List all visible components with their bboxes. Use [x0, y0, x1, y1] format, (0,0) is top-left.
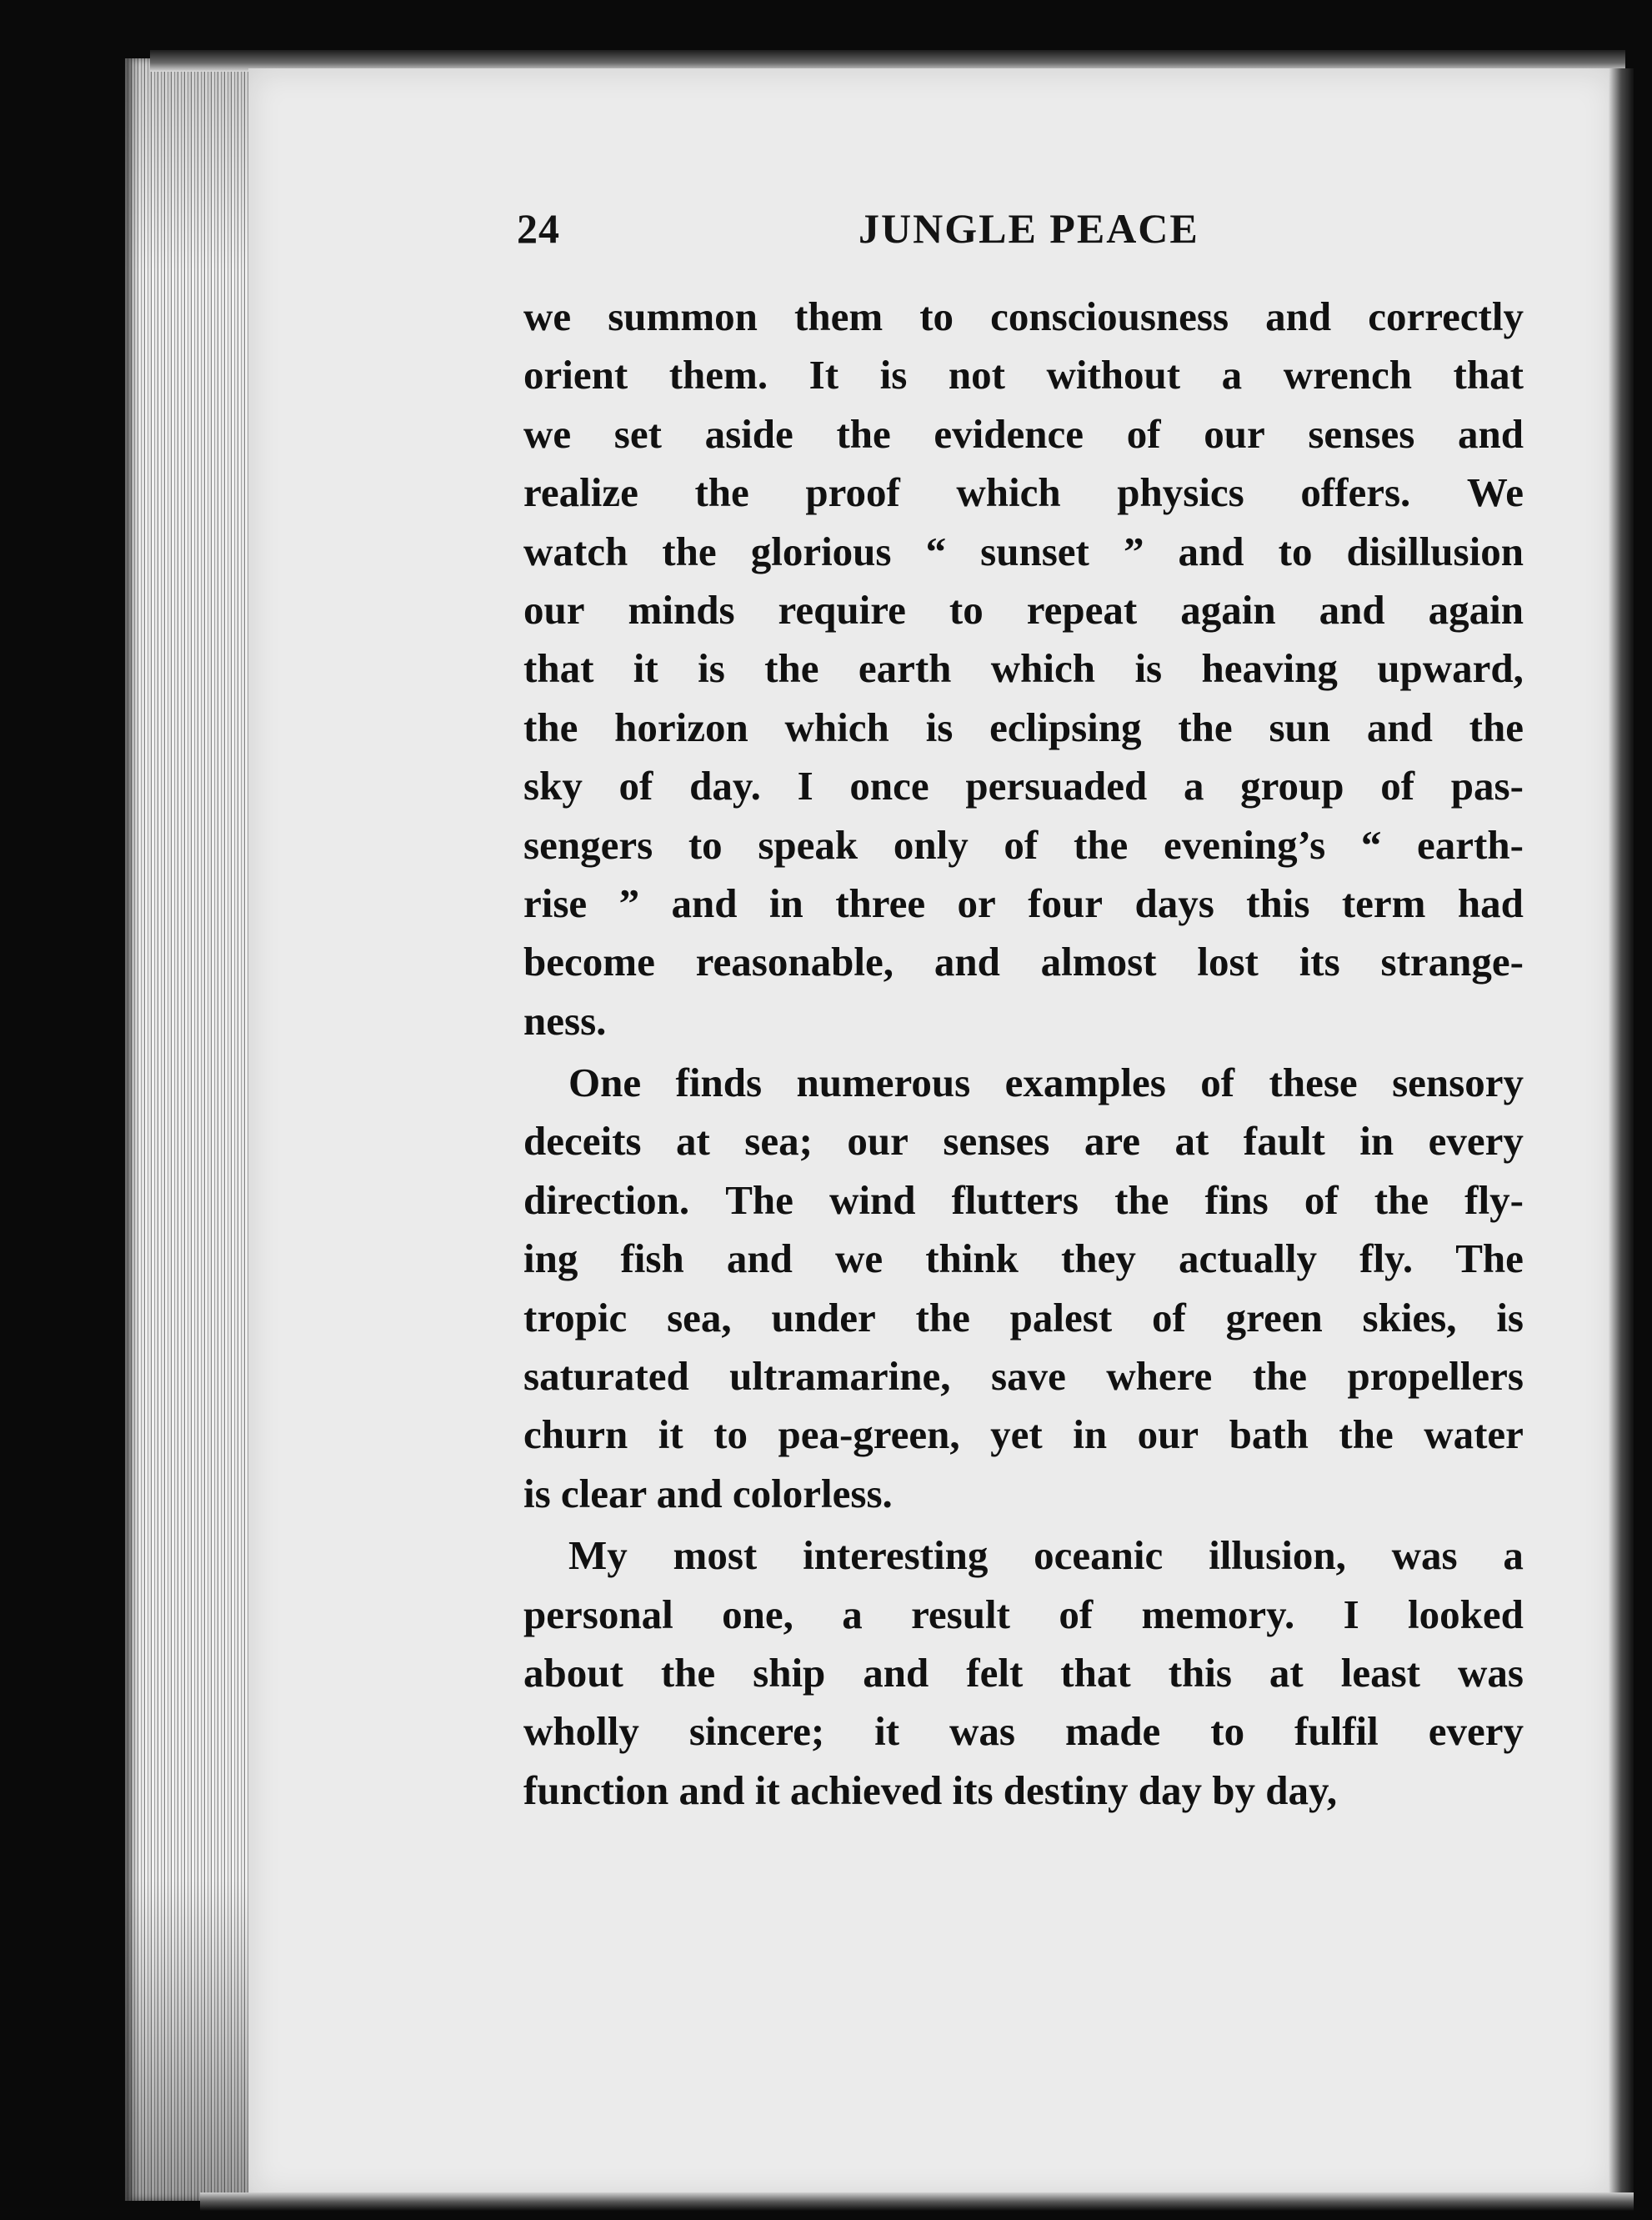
paragraph — [523, 288, 1524, 1050]
text-line: personal one, a result of memory. I looked — [523, 1591, 1524, 1637]
text-line: watch the glorious “ sunset ” and to disillusion — [523, 528, 1524, 574]
text-line: that it is the earth which is heaving upward, — [523, 645, 1524, 692]
text-line: our minds require to repeat again and again — [523, 586, 1524, 633]
text-line: saturated ultramarine, save where the propellers — [523, 1353, 1524, 1400]
text-line: wholly sincere; it was made to fulfil every — [523, 1708, 1524, 1755]
text-line: rise ” and in three or four days this term had — [523, 879, 1524, 926]
running-title: JUNGLE PEACE — [859, 205, 1199, 252]
text-line: become reasonable, and almost lost its strange- — [523, 939, 1524, 985]
text-line: My most interesting oceanic illusion, was a — [568, 1532, 1524, 1579]
page-number: 24 — [517, 205, 560, 252]
paragraph — [523, 1054, 1524, 1523]
text-line: ness. — [523, 997, 607, 1044]
text-line: sengers to speak only of the evening’s “ earth- — [523, 821, 1524, 868]
page-right-edge — [1609, 68, 1634, 2198]
text-line: One finds numerous examples of these sensory — [568, 1060, 1524, 1106]
text-line: direction. The wind flutters the fins of the fly- — [523, 1176, 1524, 1223]
text-line: the horizon which is eclipsing the sun and the — [523, 704, 1524, 750]
text-line: deceits at sea; our senses are at fault in every — [523, 1118, 1524, 1165]
paragraph — [523, 1526, 1524, 1820]
text-line: we summon them to consciousness and correctly — [523, 293, 1524, 339]
text-line: churn it to pea-green, yet in our bath the water — [523, 1411, 1524, 1458]
text-line: orient them. It is not without a wrench that — [523, 352, 1524, 398]
page-bottom-edge — [200, 2192, 1634, 2211]
text-line: function and it achieved its destiny day by day, — [523, 1766, 1338, 1813]
text-line: realize the proof which physics offers. We — [523, 469, 1524, 516]
text-line: tropic sea, under the palest of green skies, is — [523, 1294, 1524, 1341]
text-line: is clear and colorless. — [523, 1470, 893, 1516]
text-line: we set aside the evidence of our senses and — [523, 410, 1524, 457]
page-edges — [125, 58, 250, 2201]
text-line: ing fish and we think they actually fly. The — [523, 1235, 1524, 1282]
running-head — [517, 204, 1534, 263]
body-text — [523, 288, 1524, 1820]
text-line: about the ship and felt that this at least was — [523, 1649, 1524, 1696]
text-line: sky of day. I once persuaded a group of pas- — [523, 763, 1524, 809]
